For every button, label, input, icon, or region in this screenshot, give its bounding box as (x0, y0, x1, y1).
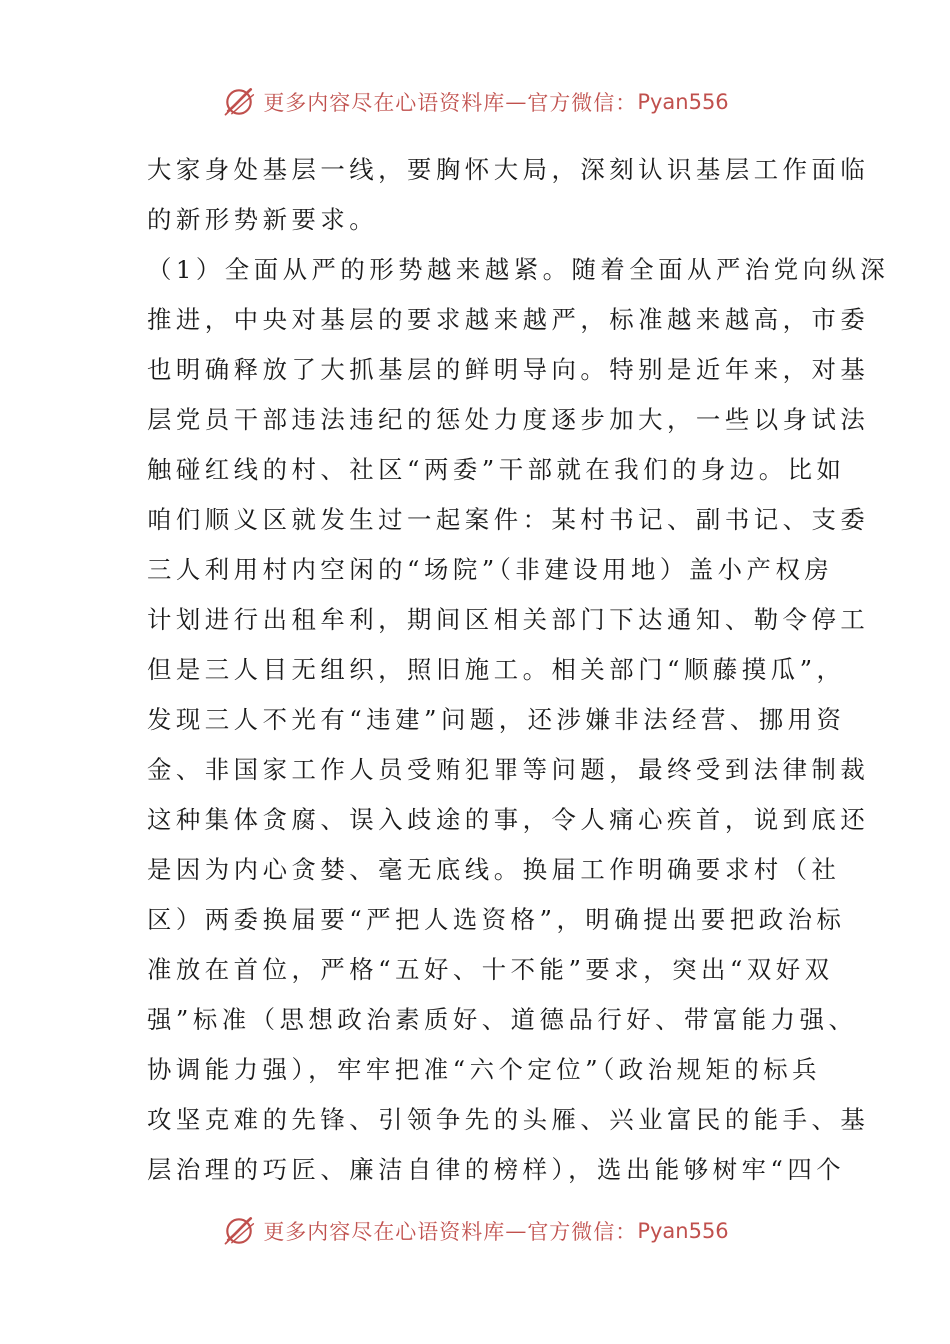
text-line: 层治理的巧匠、廉洁自律的榜样），选出能够树牢“四个 (147, 1155, 846, 1184)
pen-circle-logo-icon (221, 84, 257, 120)
text-line: 准放在首位，严格“五好、十不能”要求，突出“双好双 (147, 955, 834, 984)
text-line: 区）两委换届要“严把人选资格”，明确提出要把政治标 (147, 905, 846, 934)
header-watermark (0, 82, 950, 122)
text-line: 推进，中央对基层的要求越来越严，标准越来越高，市委 (147, 305, 870, 334)
watermark-name: 更多内容尽在心语资料库 (263, 1220, 506, 1244)
watermark-wechat-id: Pyan556 (637, 90, 729, 114)
text-line: （1）全面从严的形势越来越紧。随着全面从严治党向纵深 (147, 255, 890, 284)
watermark-wechat-id: Pyan556 (637, 1219, 729, 1243)
text-line: 协调能力强），牢牢把准“六个定位”（政治规矩的标兵 (147, 1055, 822, 1084)
text-line: 但是三人目无组织，照旧施工。相关部门“顺藤摸瓜”， (147, 655, 846, 684)
watermark-separator: — (505, 1219, 528, 1243)
text-line: 发现三人不光有“违建”问题，还涉嫌非法经营、挪用资 (147, 705, 846, 734)
text-line: 强”标准（思想政治素质好、道德品行好、带富能力强、 (147, 1005, 858, 1034)
footer-watermark (0, 1211, 950, 1251)
text-line: 咱们顺义区就发生过一起案件：某村书记、副书记、支委 (147, 505, 870, 534)
text-line: 这种集体贪腐、误入歧途的事，令人痛心疾首，说到底还 (147, 805, 870, 834)
text-line: 层党员干部违法违纪的惩处力度逐步加大，一些以身试法 (147, 405, 870, 434)
watermark-name: 更多内容尽在心语资料库 (263, 91, 506, 115)
text-line: 大家身处基层一线，要胸怀大局，深刻认识基层工作面临 (147, 155, 870, 184)
watermark-separator: — (505, 90, 528, 114)
text-line: 触碰红线的村、社区“两委”干部就在我们的身边。比如 (147, 455, 846, 484)
text-line: 攻坚克难的先锋、引领争先的头雁、兴业富民的能手、基 (147, 1105, 870, 1134)
text-line: 是因为内心贪婪、毫无底线。换届工作明确要求村（社 (147, 855, 841, 884)
watermark-label: 官方微信： (527, 1220, 638, 1244)
text-line: 也明确释放了大抓基层的鲜明导向。特别是近年来，对基 (147, 355, 870, 384)
text-line: 计划进行出租牟利，期间区相关部门下达通知、勒令停工 (147, 605, 870, 634)
document-body (147, 145, 890, 1195)
watermark-label: 官方微信： (527, 91, 638, 115)
text-line: 金、非国家工作人员受贿犯罪等问题，最终受到法律制裁 (147, 755, 870, 784)
text-line: 的新形势新要求。 (147, 205, 379, 234)
pen-circle-logo-icon (221, 1213, 257, 1249)
text-line: 三人利用村内空闲的“场院”（非建设用地）盖小产权房 (147, 555, 834, 584)
